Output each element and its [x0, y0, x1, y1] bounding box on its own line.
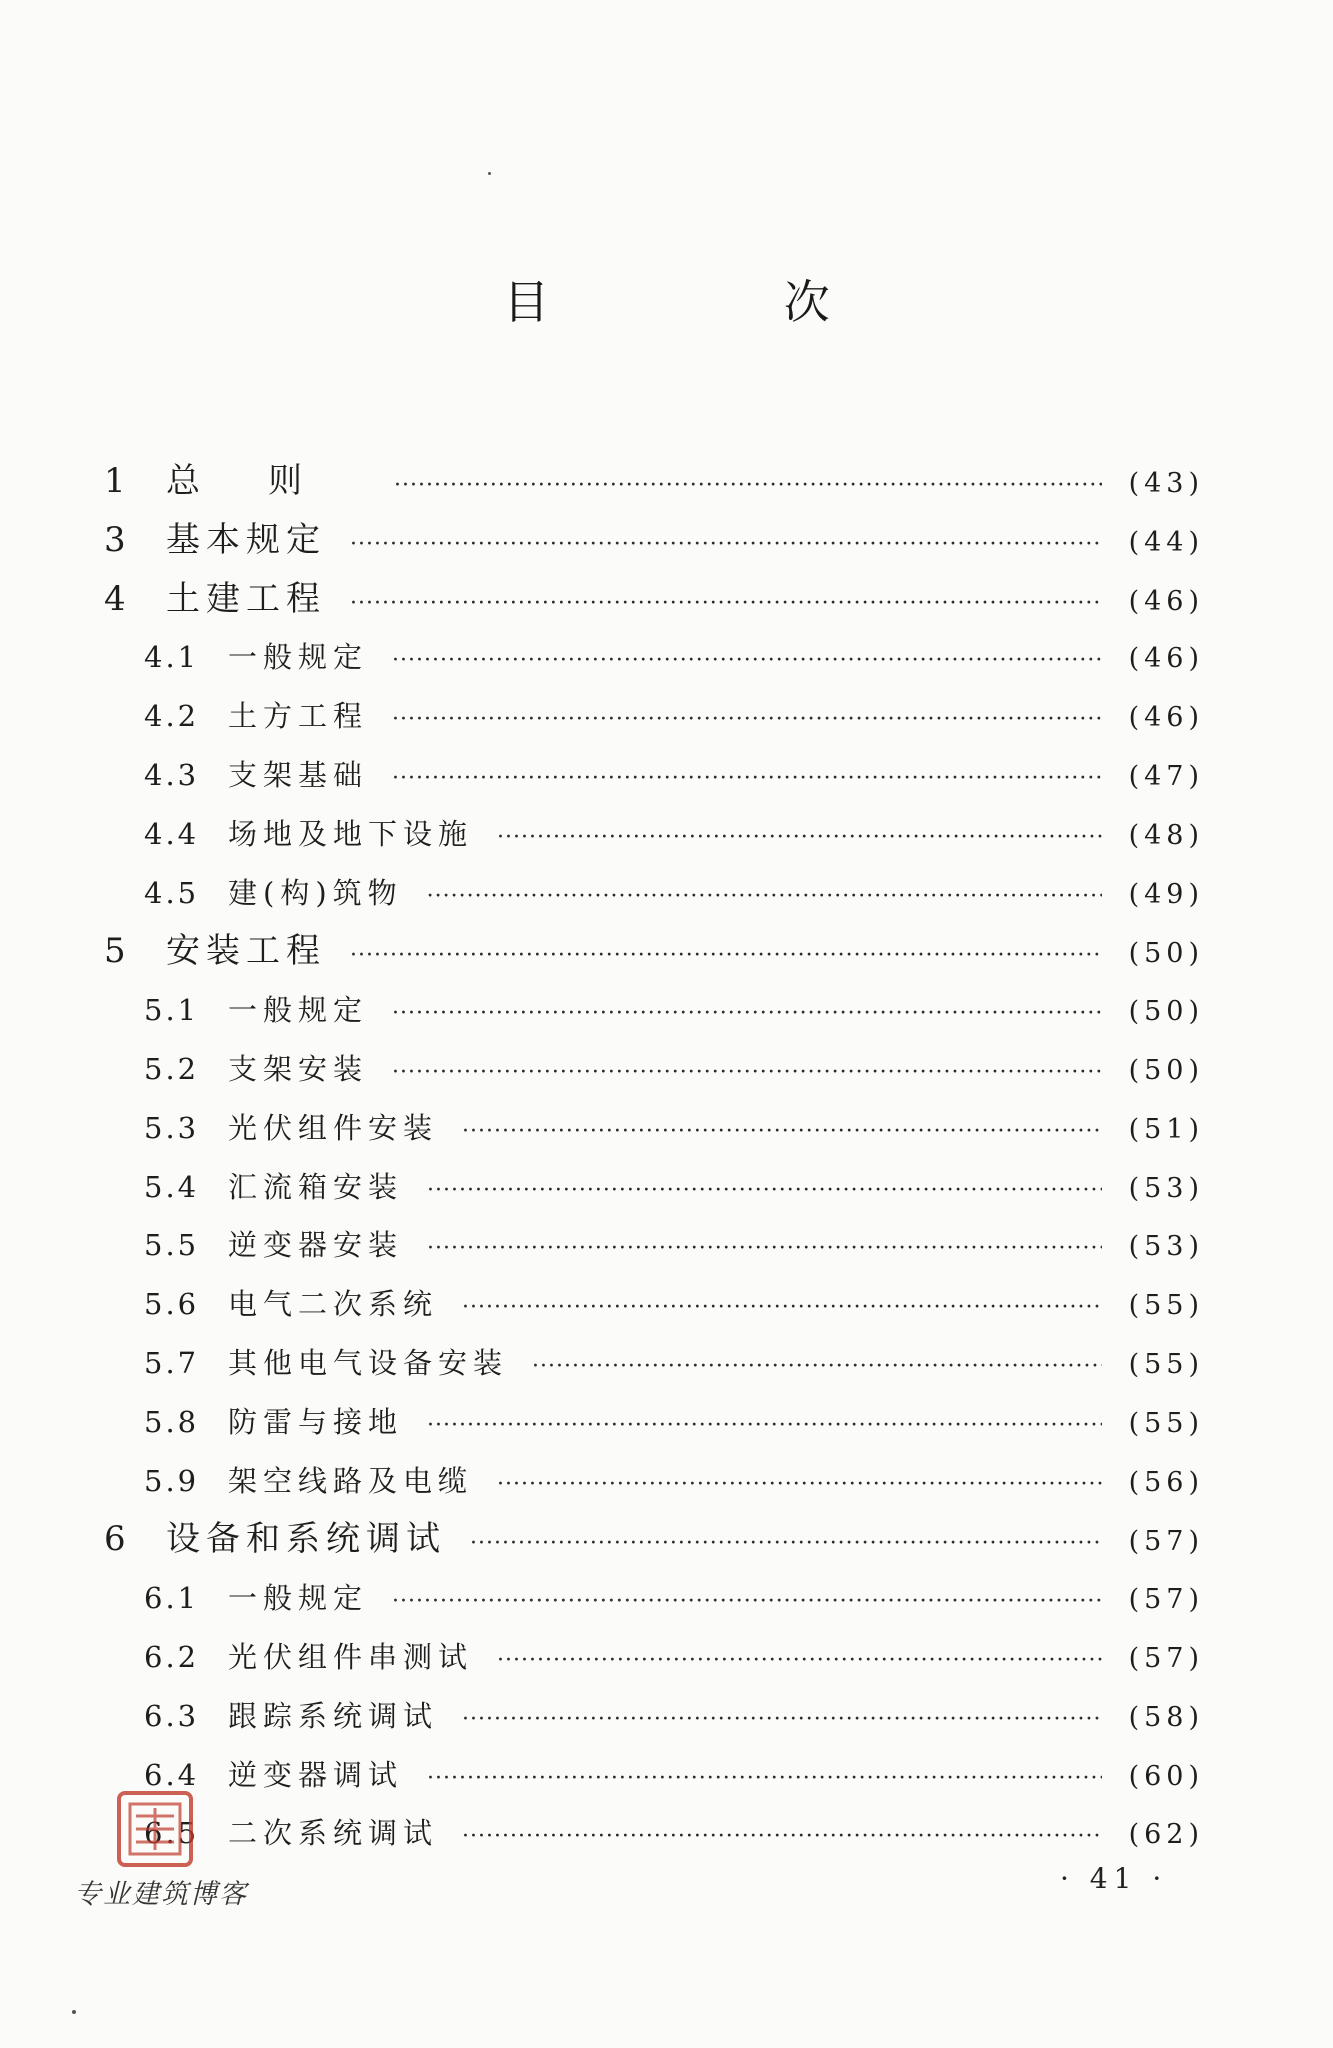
toc-entry-number: 4.2 — [144, 699, 200, 734]
toc-entry-page: (43) — [1128, 468, 1204, 499]
toc-entry — [104, 1099, 1204, 1158]
toc-entry-label: 一般规定 — [228, 640, 369, 675]
toc-entry — [104, 628, 1204, 687]
dot-leader — [392, 985, 1102, 1040]
toc-entry-label: 一般规定 — [228, 993, 369, 1028]
toc-entry — [104, 981, 1204, 1040]
toc-entry-page: (53) — [1128, 1172, 1204, 1204]
dot-leader — [427, 868, 1102, 923]
toc-entry — [104, 1452, 1204, 1511]
dot-leader — [462, 1808, 1102, 1863]
dot-leader — [427, 1750, 1102, 1805]
toc-entry-page: (57) — [1128, 1642, 1204, 1674]
toc-entry-page: (46) — [1128, 702, 1204, 734]
scan-speck — [488, 172, 491, 175]
dot-leader — [392, 750, 1102, 805]
toc-entry-number: 4.1 — [144, 640, 200, 675]
toc-entry — [104, 1510, 1204, 1569]
dot-leader — [350, 927, 1102, 981]
toc-entry-page: (57) — [1128, 1526, 1204, 1558]
toc-entry-number: 6.1 — [144, 1581, 200, 1616]
toc-entry-label: 光伏组件串测试 — [228, 1639, 474, 1674]
toc-entry-page: (46) — [1128, 643, 1204, 675]
toc-entry — [104, 687, 1204, 746]
toc-entry — [104, 1158, 1204, 1217]
toc-entry-number: 6.2 — [144, 1639, 200, 1674]
toc-entry-label: 总则 — [166, 461, 370, 501]
toc-entry-page: (55) — [1128, 1290, 1204, 1322]
toc-entry-number: 6 — [104, 1519, 126, 1560]
toc-entry-label: 汇流箱安装 — [228, 1169, 404, 1204]
toc-entry-page: (46) — [1128, 585, 1204, 617]
toc-entry — [104, 864, 1204, 923]
toc-entry-label: 安装工程 — [166, 931, 326, 972]
toc-entry-label: 电气二次系统 — [228, 1287, 439, 1322]
dot-leader — [350, 575, 1102, 629]
toc-entry-label: 逆变器安装 — [228, 1228, 404, 1263]
toc-entry-label: 场地及地下设施 — [228, 816, 474, 851]
scan-speck — [72, 2010, 76, 2014]
toc-entry-label: 建(构)筑物 — [228, 875, 403, 910]
toc-entry-label: 土方工程 — [228, 699, 369, 734]
dot-leader — [497, 809, 1102, 864]
toc-entry-page: (57) — [1128, 1584, 1204, 1616]
toc-entry-label: 逆变器调试 — [228, 1757, 404, 1792]
dot-leader — [497, 1632, 1102, 1687]
table-of-contents — [104, 452, 1204, 1863]
toc-entry-page: (55) — [1128, 1407, 1204, 1439]
toc-entry-page: (50) — [1128, 938, 1204, 970]
dot-leader — [427, 1162, 1102, 1217]
toc-entry-page: (56) — [1128, 1466, 1204, 1498]
dot-leader — [497, 1456, 1102, 1511]
toc-entry — [104, 1040, 1204, 1099]
toc-entry-page: (47) — [1128, 760, 1204, 792]
page-title: 目 次 — [503, 275, 940, 329]
toc-entry-page: (50) — [1128, 996, 1204, 1028]
dot-leader — [394, 457, 1102, 511]
toc-entry-number: 5.7 — [144, 1345, 200, 1380]
watermark-text: 专业建筑博客 — [74, 1879, 248, 1910]
dot-leader — [532, 1338, 1102, 1393]
toc-entry — [104, 1628, 1204, 1687]
toc-entry-number: 4 — [104, 578, 126, 619]
toc-entry-number: 4.3 — [144, 757, 200, 792]
toc-entry-number: 5.1 — [144, 993, 200, 1028]
toc-entry-number: 6.4 — [144, 1757, 200, 1792]
toc-entry — [104, 1216, 1204, 1275]
dot-leader — [392, 1044, 1102, 1099]
toc-entry-page: (58) — [1128, 1701, 1204, 1733]
dot-leader — [462, 1691, 1102, 1746]
toc-entry-number: 5.5 — [144, 1228, 200, 1263]
toc-entry-label: 其他电气设备安装 — [228, 1345, 509, 1380]
toc-entry-number: 6.3 — [144, 1698, 200, 1733]
dot-leader — [392, 632, 1102, 687]
toc-entry — [104, 746, 1204, 805]
toc-entry — [104, 452, 1204, 511]
toc-entry-number: 5.4 — [144, 1169, 200, 1204]
toc-entry-label: 光伏组件安装 — [228, 1110, 439, 1145]
dot-leader — [470, 1515, 1102, 1569]
toc-entry-number: 5.2 — [144, 1051, 200, 1086]
page-number: · 41 · — [1060, 1862, 1168, 1895]
toc-entry-number: 3 — [104, 519, 126, 560]
toc-entry-number: 1 — [104, 461, 126, 501]
toc-entry-page: (55) — [1128, 1348, 1204, 1380]
toc-entry-number: 5.9 — [144, 1463, 200, 1498]
toc-entry — [104, 1746, 1204, 1805]
toc-entry — [104, 511, 1204, 570]
toc-entry — [104, 1275, 1204, 1334]
toc-entry — [104, 1804, 1204, 1863]
dot-leader — [427, 1397, 1102, 1452]
toc-entry-page: (51) — [1128, 1113, 1204, 1145]
dot-leader — [392, 1573, 1102, 1628]
dot-leader — [392, 691, 1102, 746]
toc-entry — [104, 1334, 1204, 1393]
toc-entry-page: (53) — [1128, 1231, 1204, 1263]
toc-entry-page: (44) — [1128, 526, 1204, 558]
toc-entry-number: 6.5 — [144, 1816, 200, 1851]
toc-entry-label: 设备和系统调试 — [166, 1519, 446, 1560]
toc-entry — [104, 922, 1204, 981]
dot-leader — [462, 1279, 1102, 1334]
dot-leader — [350, 516, 1102, 570]
toc-entry-label: 二次系统调试 — [228, 1816, 439, 1851]
toc-entry-number: 5.8 — [144, 1404, 200, 1439]
toc-entry-label: 支架基础 — [228, 757, 369, 792]
toc-entry-label: 跟踪系统调试 — [228, 1698, 439, 1733]
toc-entry-label: 支架安装 — [228, 1051, 369, 1086]
toc-entry-label: 防雷与接地 — [228, 1404, 404, 1439]
toc-entry-page: (48) — [1128, 819, 1204, 851]
toc-entry-page: (50) — [1128, 1054, 1204, 1086]
toc-entry — [104, 1393, 1204, 1452]
toc-entry — [104, 805, 1204, 864]
toc-entry-label: 土建工程 — [166, 578, 326, 619]
toc-entry-label: 一般规定 — [228, 1581, 369, 1616]
toc-entry-page: (60) — [1128, 1760, 1204, 1792]
seal-icon — [116, 1790, 194, 1868]
toc-entry-page: (49) — [1128, 878, 1204, 910]
toc-entry — [104, 1569, 1204, 1628]
dot-leader — [462, 1103, 1102, 1158]
toc-entry-number: 5 — [104, 931, 126, 972]
toc-entry — [104, 570, 1204, 629]
toc-entry — [104, 1687, 1204, 1746]
toc-entry-number: 4.5 — [144, 875, 200, 910]
toc-entry-number: 5.6 — [144, 1287, 200, 1322]
toc-entry-page: (62) — [1128, 1819, 1204, 1851]
toc-entry-label: 架空线路及电缆 — [228, 1463, 474, 1498]
dot-leader — [427, 1220, 1102, 1275]
toc-entry-number: 5.3 — [144, 1110, 200, 1145]
toc-entry-label: 基本规定 — [166, 519, 326, 560]
toc-entry-number: 4.4 — [144, 816, 200, 851]
